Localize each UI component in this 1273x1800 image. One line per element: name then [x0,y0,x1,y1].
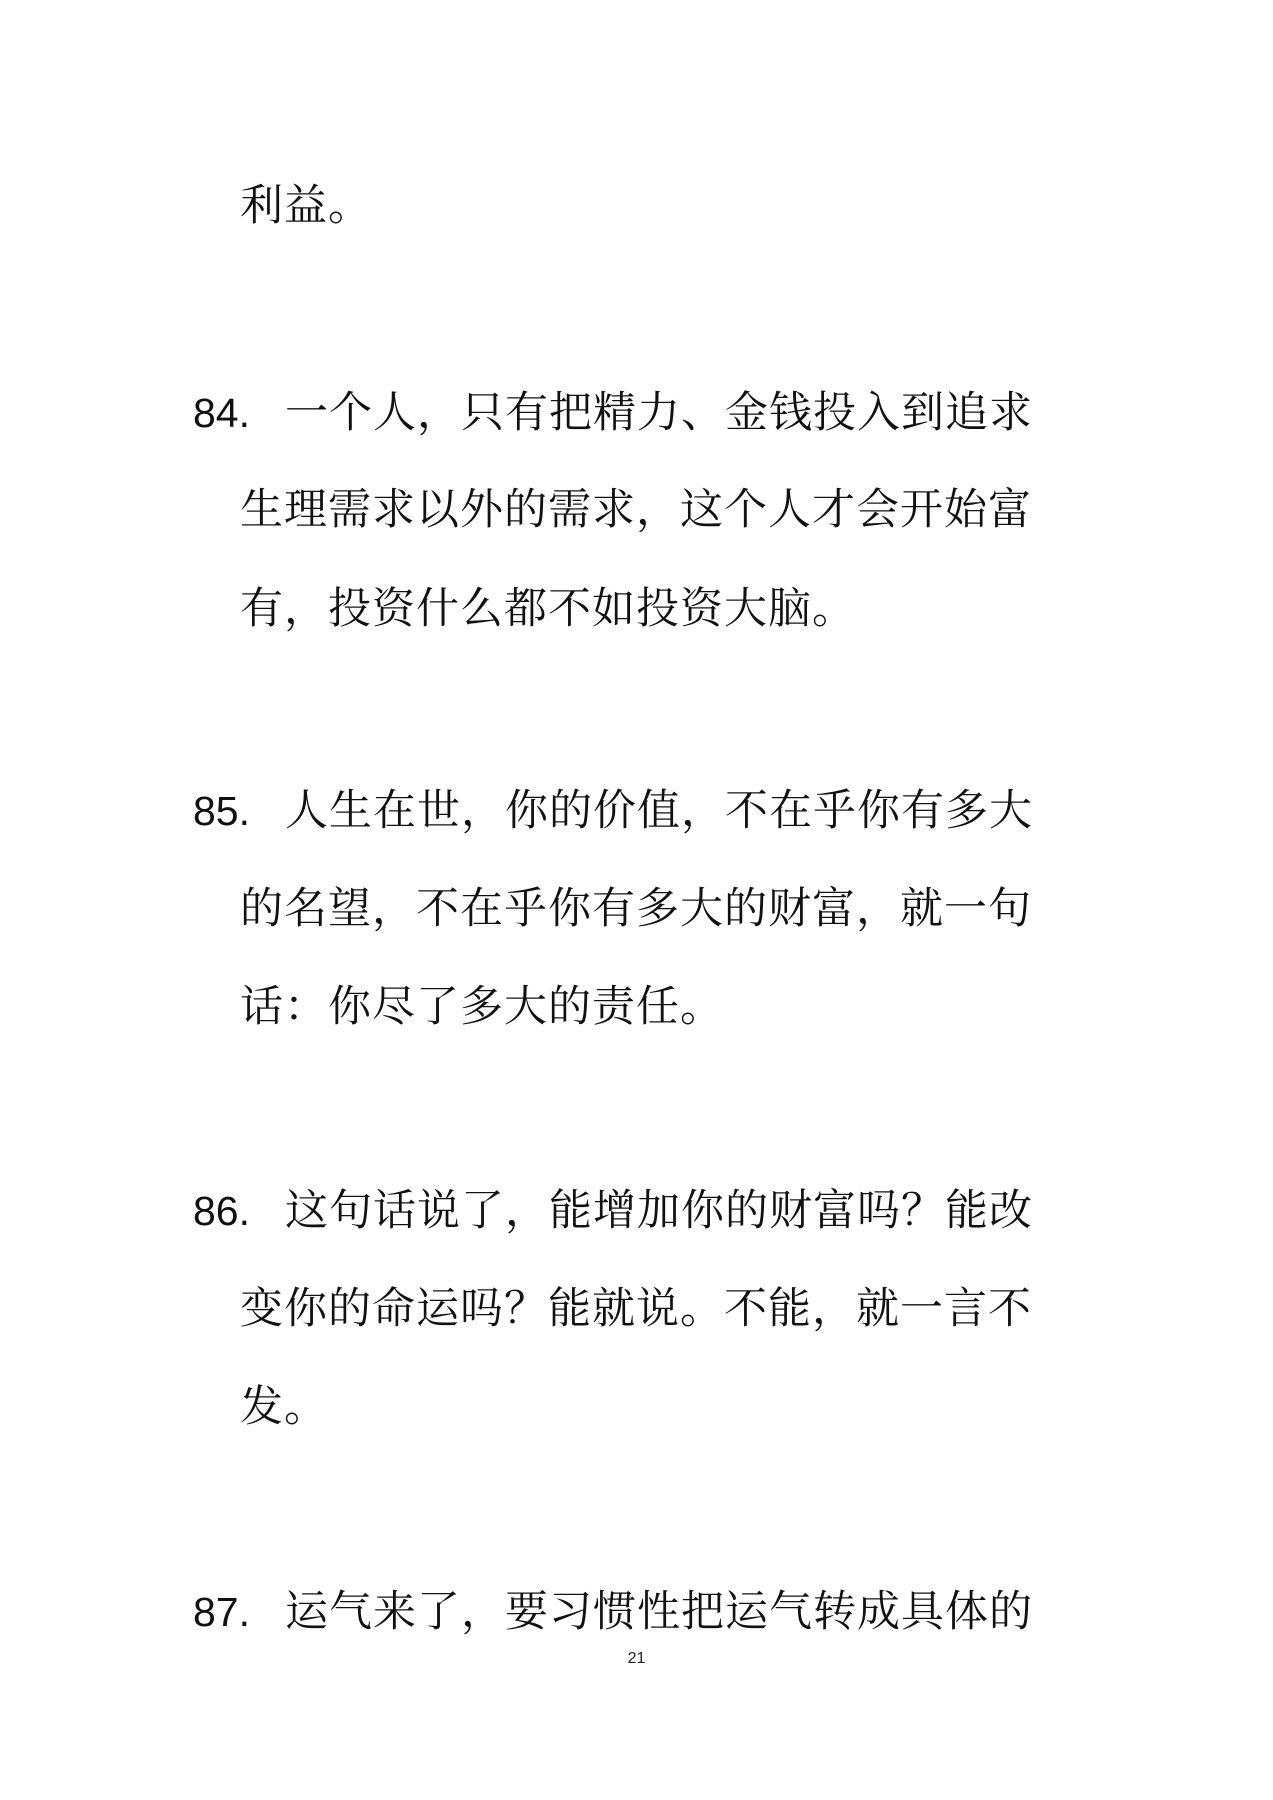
item-line: 这句话说了，能增加你的财富吗？能改 [285,1186,1033,1236]
item-number: 84. [193,390,250,436]
item-line: 发。 [240,1382,328,1432]
item-line: 话：你尽了多大的责任。 [240,982,724,1032]
item-line: 运气来了，要习惯性把运气转成具体的 [285,1587,1033,1637]
item-line: 有，投资什么都不如投资大脑。 [240,584,856,634]
item-number: 87. [193,1589,250,1635]
item-line: 的名望，不在乎你有多大的财富，就一句 [240,884,1032,934]
item-line: 变你的命运吗？能就说。不能，就一言不 [240,1284,1032,1334]
page-number: 21 [627,1650,646,1667]
item-line: 人生在世，你的价值，不在乎你有多大 [285,786,1033,836]
continuation-text: 利益。 [240,181,372,231]
item-line: 生理需求以外的需求，这个人才会开始富 [240,485,1032,535]
item-line: 一个人，只有把精力、金钱投入到追求 [285,388,1033,438]
item-number: 86. [193,1188,250,1234]
item-number: 85. [193,788,250,834]
